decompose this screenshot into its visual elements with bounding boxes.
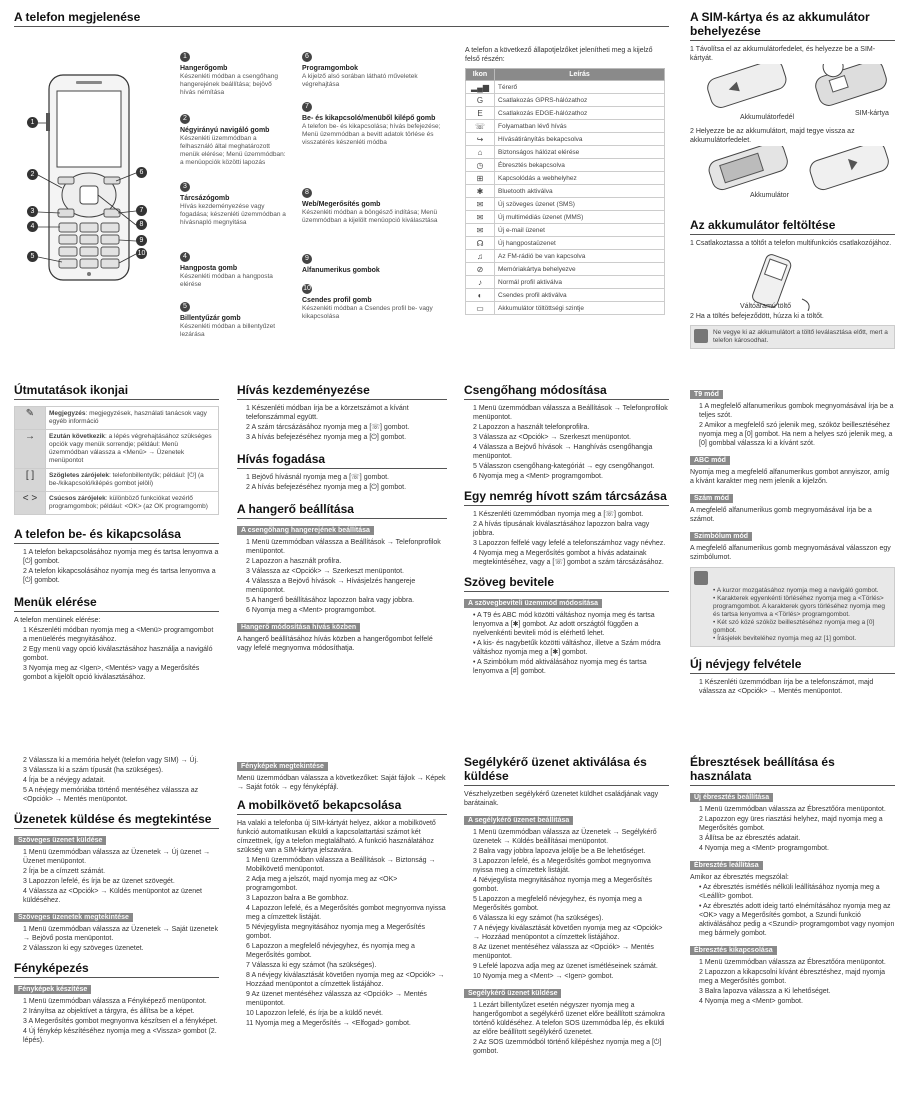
subsection-sos-send: Segélykérő üzenet küldése [464, 989, 561, 998]
status-icon: ☊ [466, 237, 495, 250]
battery-illustration [690, 146, 895, 206]
subsection-sos-setup: A segélykérő üzenet beállítása [464, 816, 573, 825]
callout-5: 5 [27, 251, 38, 262]
callout-6: 6 [136, 167, 147, 178]
call-section: Hívás kezdeményezése 1 Készenléti módban írja be a körzetszámot a kívánt telefonszámmal együtt. 2 A szám tárcsázásához nyomja meg a [☏] gombot. 3 A hívás befejezéséhez nyomja meg a [⏻] gombot. Hívás fogadása 1 Bejövő hívásnál nyomja meg a [☏] gombot. 2 A hívás befejezéséhez nyomja meg a [⏻] gombot. A hangerő beállítása A csengőhang hangerejének beállítása 1 Menü üzemmódban válassza a Beállítások → Telefonprofilok menüpontot. 2 Lapozzon a használt profilra. 3 Válassza az <Opciók> → Szerkeszt menüpontot. 4 Válassza a Bejövő hívások → Hívásjelzés hangereje menüpontot. 5 A hangerő beállításához lapozzon balra vagy jobbra. 6 Nyomja meg a <Ment> programgombot. Hangerő módosítása hívás közben A hangerő beállításához hívás közben a hangerőgombot felfelé vagy lefelé megnyomva módosíthatja. [237, 383, 447, 654]
sos-section: Segélykérő üzenet aktiválása és küldése Vészhelyzetben segélykérő üzenetet küldhet családjának vagy barátainak. A segélykérő üzenet beállítása 1 Menü üzemmódban válassza az Üzenetek → Segélykérő üzenetek → Küldés beállításai menüpontot. 2 Balra vagy jobbra lapozva jelölje be a Be lehetőséget. 3 Lapozzon lefelé, és a Megerősítés gombot megnyomva nyissa meg a címzettek listáját. 4 Névjegylista megnyitásához nyomja meg a Megerősítés gombot. 5 Lapozzon a megfelelő névjegyhez, és nyomja meg a Megerősítés gombot. 6 Válassza ki egy számot (ha szükséges). 7 A névjegy kiválasztását követően nyomja meg az <Opciók> → Hozzáad menüpontot a címzettek listájához. 8 Az üzenet mentéséhez válassza az <Opciók> → Mentés menüpontot. 9 Lefelé lapozva adja meg az üzenet ismétléseinek számát. 10 Nyomja meg a <Ment> → <Igen> gombot. Segélykérő üzenet küldése 1 Lezárt billentyűzet esetén négyszer nyomja meg a hangerőgombot a segélykérő üzenet előre beállított számokra történő küldéséhez. A telefon SOS üzemmódba lép, és elküldi az előre beállított segélykérő üzenetet. 2 Az SOS üzemmódból történő kilépéshez nyomja meg a [⏻] gombot. [464, 755, 669, 1057]
icon-table-row [466, 302, 665, 315]
status-icon-description: Hívásátirányítás bekapcsolva [495, 133, 665, 146]
section-title-text-input: Szöveg bevitele [464, 575, 669, 592]
convention-row [15, 492, 219, 515]
section-title-onoff: A telefon be- és kikapcsolása [14, 527, 219, 544]
status-icon: ◐ [466, 289, 495, 302]
callout-1: 1 [27, 117, 38, 128]
section-title-photo: Fényképezés [14, 961, 219, 978]
description-column-header: Leírás [495, 69, 665, 81]
status-icon: ◷ [466, 159, 495, 172]
icon-table-row [466, 81, 665, 94]
key-desc-2: 2 Négyirányú navigáló gomb Készenléti üzemmódban a felhasználó által meghatározott menük elérése; Menü üzemmódban: a menüopciók közötti lapozás [180, 115, 286, 166]
section-title-call-make: Hívás kezdeményezése [237, 383, 447, 400]
key-desc-8: 8 Web/Megerősítés gomb Készenléti módban a böngésző indítása; Menü üzemmódban a kijelölt menüopció kiválasztása [302, 189, 438, 224]
status-icon: ✉ [466, 211, 495, 224]
convention-icon: ✎ [15, 407, 46, 430]
icon-table-row [466, 250, 665, 263]
section-title-alarm: Ébresztések beállítása és használata [690, 755, 895, 786]
subsection-take-photo: Fényképek készítése [14, 985, 91, 994]
callout-3: 3 [27, 206, 38, 217]
convention-icon: [ ] [15, 469, 46, 492]
key-desc-10: 10 Csendes profil gomb Készenléti módban a Csendes profil be- vagy kikapcsolása [302, 285, 433, 320]
section-title-call-receive: Hívás fogadása [237, 452, 447, 469]
subsection-t9: T9 mód [690, 390, 723, 399]
status-icon-description: Folyamatban lévő hívás [495, 120, 665, 133]
icon-table-row [466, 185, 665, 198]
icon-table-row [466, 289, 665, 302]
status-icon-description: Csendes profil aktiválva [495, 289, 665, 302]
icon-table-row [466, 198, 665, 211]
status-icon: ✉ [466, 224, 495, 237]
convention-term: Ezután következik [49, 433, 105, 440]
key-descriptions-right [302, 45, 447, 323]
phone-illustration [22, 55, 152, 285]
status-icon: ⊘ [466, 263, 495, 276]
icon-table-row [466, 133, 665, 146]
status-icon: ⊞ [466, 172, 495, 185]
status-icon-description: Az FM-rádió be van kapcsolva [495, 250, 665, 263]
key-desc-5: 5 Billentyűzár gomb Készenléti módban a billentyűzet lezárása [180, 303, 276, 338]
status-icon: ▭ [466, 302, 495, 315]
sim-illustration [690, 64, 895, 126]
charger-label: Váltóáramú töltő [740, 303, 791, 310]
status-icon: ✉ [466, 198, 495, 211]
section-title-new-contact: Új névjegy felvétele [690, 657, 895, 674]
convention-text [46, 430, 219, 469]
subsection-alarm-stop: Ébresztés leállítása [690, 861, 763, 870]
note-icon [694, 329, 708, 343]
callout-7: 7 [136, 205, 147, 216]
status-icon: ☏ [466, 120, 495, 133]
charger-illustration [690, 249, 895, 311]
charge-note: Ne vegye ki az akkumulátort a töltő leválasztása előtt, mert a telefon károsodhat. [690, 325, 895, 349]
note-icon [694, 571, 708, 585]
subsection-view-sms: Szöveges üzenetek megtekintése [14, 913, 133, 922]
status-icon-description: Új hangpostaüzenet [495, 237, 665, 250]
status-icon-description: Térerő [495, 81, 665, 94]
section-title-sos: Segélykérő üzenet aktiválása és küldése [464, 755, 669, 786]
key-desc-1: 1 Hangerőgomb Készenléti módban a csengőhang hangerejének beállítása; bejövő hívás némítása [180, 53, 278, 96]
section-title-ringtone: Csengőhang módosítása [464, 383, 669, 400]
icon-table-row [466, 172, 665, 185]
callout-8: 8 [136, 219, 147, 230]
subsection-alarm-new: Új ébresztés beállítása [690, 793, 773, 802]
section-title-sim: A SIM-kártya és az akkumulátor behelyezése [690, 10, 895, 41]
convention-row [15, 469, 219, 492]
status-icon-description: Normál profil aktiválva [495, 276, 665, 289]
icon-table-row [466, 94, 665, 107]
key-desc-3: 3 Tárcsázógomb Hívás kezdeményezése vagy fogadása; készenléti üzemmódban a hívásnapló megnyitása [180, 183, 286, 226]
sim-card-label: SIM-kártya [855, 110, 889, 117]
callout-9: 9 [136, 235, 147, 246]
t9-section: T9 mód 1 A megfelelő alfanumerikus gombok megnyomásával írja be a teljes szót. 2 Amikor a megfelelő szó jelenik meg, szóköz beillesztéséhez nyomja meg a [0] gombot. Ha nem a helyes szó jelenik meg, a [0] gombbal válassza ki a kívánt szót. ABC mód Nyomja meg a megfelelő alfanumerikus gombot annyiszor, amíg a kívánt karakter meg nem jelenik a kijelzőn. Szám mód A megfelelő alfanumerikus gomb megnyomásával írja be a számot. Szimbólum mód A megfelelő alfanumerikus gomb megnyomásával válasszon egy szimbólumot. • A kurzor mozgatásához nyomja meg a navigáló gombot. • Karakterek egyenkénti törléséhez nyomja meg a <Törlés> programgombot. A karakterek gyors törléséhez nyomja meg és tartsa lenyomva a <Törlés> programgombot. • Két szó közé szóköz beillesztéséhez nyomja meg a [0] gombot. • Írásjelek beviteléhez nyomja meg az [1] gombot. Új névjegy felvétele 1 Készenléti üzemmódban írja be a telefonszámot, majd válassza az <Opciók> → Mentés menüpontot. [690, 391, 894, 695]
status-icon: ♫ [466, 250, 495, 263]
convention-desc: : a lépés végrehajtásához szükséges opciók vagy menük sorrendje; például: Menü üzemmódban válassza a <Menü> → Üzenetek menüpontot [49, 433, 212, 464]
convention-desc: : különböző funkciókat vezérlő programgombok; például: <OK> (az OK programgomb) [49, 495, 208, 510]
sim-section: A SIM-kártya és az akkumulátor behelyezése 1 Távolítsa el az akkumulátorfedelet, és helyezze be a SIM-kártyát. Akkumulátorfedél SIM-kártya 2 Helyezze be az akkumulátort, majd tegye vissza az akkumulátorfedelet. Akkumulátor [690, 10, 895, 206]
cover-label: Akkumulátorfedél [740, 114, 795, 121]
status-icon-description: Új szöveges üzenet (SMS) [495, 198, 665, 211]
text-input-note: • A kurzor mozgatásához nyomja meg a navigáló gombot. • Karakterek egyenkénti törléséhez nyomja meg a <Törlés> programgombot. A karakterek gyors törléséhez nyomja meg és tartsa lenyomva a <Törlés> programgombot. • Két szó közé szóköz beillesztéséhez nyomja meg a [0] gombot. • Írásjelek beviteléhez nyomja meg az [1] gombot. [690, 567, 895, 647]
subsection-input-mode: A szövegbeviteli üzemmód módosítása [464, 599, 602, 608]
status-icon-description: Csatlakozás EDGE-hálózathoz [495, 107, 665, 120]
section-title-phone: A telefon megjelenése [14, 10, 669, 27]
status-icon-description: Memóriakártya behelyezve [495, 263, 665, 276]
status-icon: ⌂ [466, 146, 495, 159]
subsection-call-volume: Hangerő módosítása hívás közben [237, 623, 360, 632]
status-icon-description: Kapcsolódás a webhelyhez [495, 172, 665, 185]
icon-table-row [466, 146, 665, 159]
key-desc-9: 9 Alfanumerikus gombok [302, 255, 380, 274]
subsection-number: Szám mód [690, 494, 733, 503]
convention-text [46, 407, 219, 430]
key-desc-4: 4 Hangposta gomb Készenléti módban a hangposta elérése [180, 253, 273, 288]
subsection-view-photo: Fényképek megtekintése [237, 762, 328, 771]
convention-icon: < > [15, 492, 46, 515]
convention-term: Szögletes zárójelek [49, 472, 109, 479]
charge-section: Az akkumulátor feltöltése 1 Csatlakoztassa a töltőt a telefon multifunkciós csatlakozójához. Váltóáramú töltő 2 Ha a töltés befejeződött, húzza ki a töltőt. Ne vegye ki az akkumulátort a töltő leválasztása előtt, mert a telefon károsodhat. [690, 218, 895, 349]
callout-10: 10 [137, 250, 146, 257]
status-icon-description: Új e-mail üzenet [495, 224, 665, 237]
section-title-recent: Egy nemrég hívott szám tárcsázása [464, 489, 669, 506]
status-icon-description: Bluetooth aktiválva [495, 185, 665, 198]
status-icon: ↪ [466, 133, 495, 146]
section-title-menu: Menük elérése [14, 595, 219, 612]
conventions-section: Útmutatások ikonjai ✎ Megjegyzés: megjegyzések, használati tanácsok vagy egyéb információ → Ezután következik: a lépés végrehajtásához szükséges opciók vagy menük sorrendje; például: Menü üzemmódban válassza a <Menü> → Üzenetek menüpontot [ ] Szögletes zárójelek: telefonbillentyűk; például: [⏻] (a be-/kikapcsoló/kilépés gombot jelöli) < > Csúcsos zárójelek: különböző funkciókat vezérlő programgombok; például: <OK> (az OK programgomb) A telefon be- és kikapcsolása 1 A telefon bekapcsolásához nyomja meg és tartsa lenyomva a [⏻] gombot. 2 A telefon kikapcsolásához nyomja meg és tartsa lenyomva a [⏻] gombot. Menük elérése A telefon menüinek elérése: 1 Készenléti módban nyomja meg a <Menü> programgombot a menüelérés megnyitásához. 2 Egy menü vagy opció kiválasztásához használja a navigáló gombot. 3 Nyomja meg az <Igen>, <Mentés> vagy a Megerősítés gombot a kijelölt opció kiválasztásához. [14, 383, 219, 681]
status-icon-description: Új multimédiás üzenet (MMS) [495, 211, 665, 224]
status-icon: ▂▄▆ [466, 81, 495, 94]
icon-column-header: Ikon [466, 69, 495, 81]
alarm-section: Ébresztések beállítása és használata Új ébresztés beállítása 1 Menü üzemmódban válassza az Ébresztőóra menüpontot. 2 Lapozzon egy üres riasztási helyhez, majd nyomja meg a Megerősítés gombot. 3 Állítsa be az ébresztés adatait. 4 Nyomja meg a <Ment> programgombot. Ébresztés leállítása Amikor az ébresztés megszólal: • Az ébresztés ismétlés nélküli leállításához nyomja meg a <Leállít> gombot. • Az ébresztés adott ideig tartó elnémításához nyomja meg az <OK> vagy a Megerősítés gombot, a Szundi funkció aktiválásához pedig a <Szundi> programgombot vagy nyomjon meg bármely gombot. Ébresztés kikapcsolása 1 Menü üzemmódban válassza az Ébresztőóra menüpontot. 2 Lapozzon a kikapcsolni kívánt ébresztéshez, majd nyomja meg a Megerősítés gombot. 3 Balra lapozva válassza a Ki lehetőséget. 4 Nyomja meg a <Ment> gombot. [690, 755, 895, 1005]
status-icon: ♪ [466, 276, 495, 289]
icon-table-row [466, 159, 665, 172]
convention-text [46, 492, 219, 515]
conventions-table [14, 406, 219, 515]
icon-table-row [466, 107, 665, 120]
status-icon: E [466, 107, 495, 120]
subsection-alarm-off: Ébresztés kikapcsolása [690, 946, 777, 955]
subsection-ringer-volume: A csengőhang hangerejének beállítása [237, 526, 374, 535]
status-icon: ✱ [466, 185, 495, 198]
convention-row [15, 430, 219, 469]
section-title-charge: Az akkumulátor feltöltése [690, 218, 895, 235]
callout-4: 4 [27, 221, 38, 232]
status-icon-description: Ébresztés bekapcsolva [495, 159, 665, 172]
battery-label: Akkumulátor [750, 192, 789, 199]
status-icon-table [465, 68, 665, 315]
icon-table-row [466, 211, 665, 224]
status-icon-description: Biztonságos hálózat elérése [495, 146, 665, 159]
section-title-volume: A hangerő beállítása [237, 502, 447, 519]
convention-text [46, 469, 219, 492]
ringtone-section: Csengőhang módosítása 1 Menü üzemmódban válassza a Beállítások → Telefonprofilok menüpontot. 2 Lapozzon a használt telefonprofilra. 3 Válassza az <Opciók> → Szerkeszt menüpontot. 4 Válassza a Bejövő hívások → Hanghívás csengőhangja menüpontot. 5 Válasszon csengőhang-kategóriát → egy csengőhangot. 6 Nyomja meg a <Ment> programgombot. Egy nemrég hívott szám tárcsázása 1 Készenléti üzemmódban nyomja meg a [☏] gombot. 2 A hívás típusának kiválasztásához lapozzon balra vagy jobbra. 3 Lapozzon felfelé vagy lefelé a telefonszámhoz vagy névhez. 4 Nyomja meg a Megerősítés gombot a hívás adatainak megtekintéséhez, vagy a [☏] gombot a szám tárcsázásához. Szöveg bevitele A szövegbeviteli üzemmód módosítása • A T9 és ABC mód közötti váltáshoz nyomja meg és tartsa lenyomva a [✱] gombot. Az adott országtól függően a nyelvenkénti beviteli mód is elérhető lehet. • A kis- és nagybetűk közötti váltáshoz, illetve a Szám módra váltáshoz nyomja meg a [✱] gombot. • A Szimbólum mód aktiválásához nyomja meg és tartsa lenyomva a [#] gombot. [464, 383, 668, 675]
icon-table-row [466, 237, 665, 250]
convention-term: Csúcsos zárójelek [49, 495, 106, 502]
messages-section: 2 Válassza ki a memória helyét (telefon vagy SIM) → Új. 3 Válassza ki a szám típusát (ha szükséges). 4 Írja be a névjegy adatait. 5 A névjegy memóriába történő mentéséhez válassza az <Opciók> → Mentés menüpontot. Üzenetek küldése és megtekintése Szöveges üzenet küldése 1 Menü üzemmódban válassza az Üzenetek → Új üzenet → Üzenet menüpontot. 2 Írja be a címzett számát. 3 Lapozzon lefelé, és írja be az üzenet szövegét. 4 Válassza az <Opciók> → Küldés menüpontot az üzenet küldéséhez. Szöveges üzenetek megtekintése 1 Menü üzemmódban válassza az Üzenetek → Saját üzenetek → Bejövő posta menüpontot. 2 Válasszon ki egy szöveges üzenetet. Fényképezés Fényképek készítése 1 Menü üzemmódban válassza a Fényképező menüpontot. 2 Irányítsa az objektívet a tárgyra, és állítsa be a képet. 3 A Megerősítés gombot megnyomva készítsen el a fényképet. 4 Új fénykép készítéséhez nyomja meg a <Vissza> gombot (2. lépés). [14, 757, 218, 1044]
convention-desc: : telefonbillentyűk; például: [⏻] (a be-/kikapcsoló/kilépés gombot jelöli) [49, 472, 204, 487]
icon-table-block: A telefon a következő állapotjelzőket jelenítheti meg a kijelző felső részén: Ikon Leírás ▂▄▆ Térerő G Csatlakozás GPRS-hálózathoz E Csatlakozás EDGE-hálózathoz ☏ Folyamatban lévő hívás ↪ Hívásátirányítás bekapcsolva ⌂ Biztonságos hálózat elérése ◷ Ébresztés bekapcsolva ⊞ Kapcsolódás a webhelyhez ✱ Bluetooth aktiválva ✉ Új szöveges üzenet (SMS) ✉ Új multimédiás üzenet (MMS) ✉ Új e-mail üzenet ☊ Új hangpostaüzenet ♫ Az FM-rádió be van kapcsolva ⊘ Memóriakártya behelyezve ♪ Normál profil aktiválva ◐ Csendes profil aktiválva ▭ Akkumulátor töltöttségi szintje [465, 45, 665, 315]
status-icon-description: Akkumulátor töltöttségi szintje [495, 302, 665, 315]
subsection-symbol: Szimbólum mód [690, 532, 752, 541]
icon-table-row [466, 224, 665, 237]
subsection-abc: ABC mód [690, 456, 730, 465]
key-desc-6: 6 Programgombok A kijelző alsó sorában látható műveletek végrehajtása [302, 53, 418, 88]
status-icon: G [466, 94, 495, 107]
section-title-conventions: Útmutatások ikonjai [14, 383, 219, 400]
icon-table-row [466, 120, 665, 133]
convention-row [15, 407, 219, 430]
convention-term: Megjegyzés [49, 410, 86, 417]
convention-icon: → [15, 430, 46, 469]
subsection-send-sms: Szöveges üzenet küldése [14, 836, 106, 845]
callout-2: 2 [27, 169, 38, 180]
key-descriptions-left [180, 45, 288, 341]
convention-desc: : megjegyzések, használati tanácsok vagy egyéb információ [49, 410, 207, 425]
section-title-tracker: A mobilkövető bekapcsolása [237, 798, 447, 815]
key-desc-7: 7 Be- és kikapcsoló/menüből kilépő gomb A telefon be- és kikapcsolása; hívás befejezése; Menü üzemmódban a bevitt adatok törlése és visszatérés készenléti módba [302, 103, 441, 146]
section-title-messages: Üzenetek küldése és megtekintése [14, 812, 219, 829]
status-icon-description: Csatlakozás GPRS-hálózathoz [495, 94, 665, 107]
icon-table-row [466, 276, 665, 289]
tracker-section: Fényképek megtekintése Menü üzemmódban válassza a következőket: Saját fájlok → Képek → Saját fotók → egy fényképfájl. A mobilkövető bekapcsolása Ha valaki a telefonba új SIM-kártyát helyez, akkor a mobilkövető funkció automatikusan elküldi a kapcsolattartási számot két címzettnek, így a telefon megtalálható. A funkció használatához szükség van a SIM-kártya jelszavára. 1 Menü üzemmódban válassza a Beállítások → Biztonság → Mobilkövető menüpontot. 2 Adja meg a jelszót, majd nyomja meg az <OK> programgombot. 3 Lapozzon balra a Be gombhoz. 4 Lapozzon lefelé, és a Megerősítés gombot megnyomva nyissa meg a címzettek listáját. 5 Névjegylista megnyitásához nyomja meg a Megerősítés gombot. 6 Lapozzon a megfelelő névjegyhez, és nyomja meg a Megerősítés gombot. 7 Válassza ki egy számot (ha szükséges). 8 A névjegy kiválasztását követően nyomja meg az <Opciók> → Hozzáad menüpontot a címzettek listájához. 9 Az üzenet mentéséhez válassza az <Opciók> → Mentés menüpontot. 10 Lapozzon lefelé, és írja be a küldő nevét. 11 Nyomja meg a Megerősítés → <Elfogad> gombot. [237, 763, 446, 1027]
icon-table-row [466, 263, 665, 276]
